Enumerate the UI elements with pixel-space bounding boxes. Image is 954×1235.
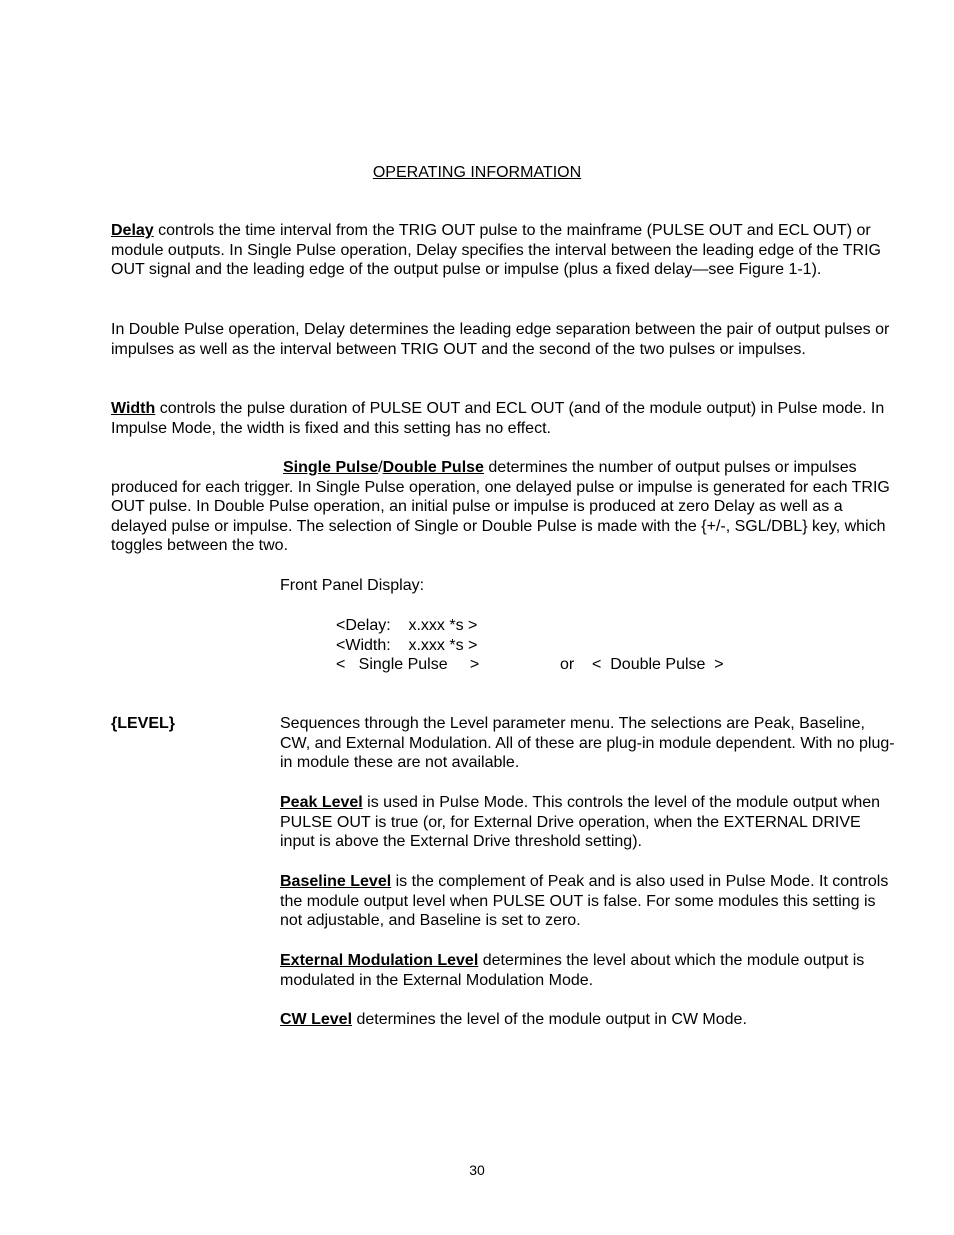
peak-level-paragraph — [280, 793, 896, 852]
single-double-text: determines the number of output pulses or impulses produced for each trigger. In Single Pulse operation, one delayed pulse or impulse is generated for each TRIG OUT pulse. In Double Pulse operation, an initial pulse or impulse is produced at zero Delay as well as a delayed pulse or impulse. The selection of Single or Double Pulse is made with the {+/-, SGL/DBL} key, which toggles between the two. — [111, 459, 890, 555]
cw-level-term: CW Level — [280, 1011, 353, 1028]
page-number: 30 — [469, 1162, 485, 1178]
width-paragraph — [111, 399, 896, 438]
width-text: controls the pulse duration of PULSE OUT and ECL OUT (and of the module output) in Pulse mode. In Impulse Mode, the width is fixed and this setting has no effect. — [111, 400, 885, 437]
width-term: Width — [111, 400, 156, 417]
cw-level-paragraph — [280, 1010, 896, 1030]
cw-level-text: determines the level of the module output in CW Mode. — [352, 1011, 747, 1028]
baseline-level-text: is the complement of Peak and is also used in Pulse Mode. It controls the module output level when PULSE OUT is false. For some modules this setting is not adjustable, and Baseline is set to zero. — [280, 873, 889, 930]
external-modulation-level-text: determines the level about which the module output is modulated in the External Modulation Mode. — [280, 952, 865, 989]
double-pulse-term: Double Pulse — [382, 459, 484, 476]
level-intro-paragraph: Sequences through the Level parameter menu. The selections are Peak, Baseline, CW, and External Modulation. All of these are plug-in module dependent. With no plug-in module these are not available. — [280, 715, 895, 772]
display-line-single-pulse: < Single Pulse > — [336, 656, 480, 673]
double-pulse-delay-paragraph: In Double Pulse operation, Delay determines the leading edge separation between the pair of output pulses or impulses as well as the interval between TRIG OUT and the second of the two pulses or impulses. — [111, 321, 890, 358]
display-line-width: <Width: x.xxx *s > — [336, 637, 478, 654]
external-modulation-level-term: External Modulation Level — [280, 952, 479, 969]
display-line-delay: <Delay: x.xxx *s > — [336, 617, 478, 634]
external-modulation-level-paragraph — [280, 951, 896, 990]
peak-level-term: Peak Level — [280, 794, 363, 811]
display-line-double-pulse: or < Double Pulse > — [560, 656, 724, 673]
delay-term: Delay — [111, 222, 154, 239]
level-key-label: {LEVEL} — [111, 715, 176, 732]
front-panel-display-label: Front Panel Display: — [280, 577, 425, 594]
single-double-paragraph — [111, 458, 896, 556]
single-pulse-term: Single Pulse — [283, 459, 379, 476]
delay-text: controls the time interval from the TRIG OUT pulse to the mainframe (PULSE OUT and ECL OUT) or module outputs. In Single Pulse operation, Delay specifies the interval between the leading edge of the TRIG OUT signal and the leading edge of the output pulse or impulse (plus a fixed delay—see Figure 1-1). — [111, 222, 881, 279]
page-title: OPERATING INFORMATION — [372, 164, 582, 181]
delay-paragraph — [111, 221, 896, 280]
slash: / — [378, 459, 383, 476]
baseline-level-paragraph — [280, 872, 896, 931]
baseline-level-term: Baseline Level — [280, 873, 392, 890]
peak-level-text: is used in Pulse Mode. This controls the level of the module output when PULSE OUT is true (or, for External Drive operation, when the EXTERNAL DRIVE input is above the External Drive threshold setting). — [280, 794, 881, 851]
